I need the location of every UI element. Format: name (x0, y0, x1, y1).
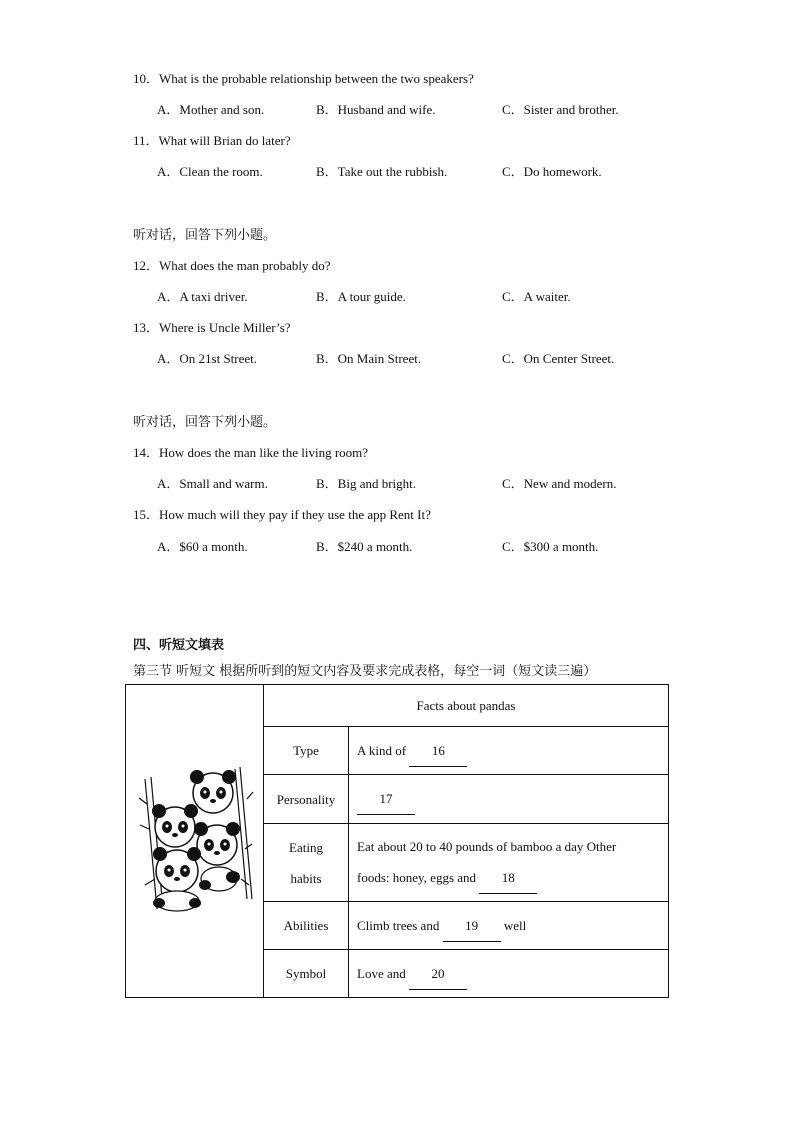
option-b: B．A tour guide. (316, 289, 406, 304)
option-a: A．Mother and son. (157, 102, 265, 117)
option-b: B．Husband and wife. (316, 102, 436, 117)
question-text: What will Brian do later? (158, 133, 291, 148)
section-subtitle: 第三节 听短文 根据所听到的短文内容及要求完成表格，每空一词（短文读三遍） (133, 664, 597, 679)
question-14 (133, 442, 368, 461)
option-a: A．$60 a month. (157, 539, 248, 554)
option-b: B．Take out the rubbish. (316, 164, 448, 179)
option-a: A．Small and warm. (157, 476, 268, 491)
row-value: Love and 20 (349, 950, 669, 998)
row-label: Symbol (264, 950, 349, 998)
option-b: B．On Main Street. (316, 351, 422, 366)
row-value (349, 775, 669, 824)
question-15 (133, 504, 431, 523)
option-c: C．Do homework. (502, 164, 602, 179)
option-a: A．A taxi driver. (157, 289, 248, 304)
section-title: 四、听短文填表 (133, 638, 225, 653)
question-number: 14． (133, 445, 160, 460)
row-label: Type (264, 727, 349, 775)
row-label: Abilities (264, 902, 349, 950)
listen-instruction: 听对话，回答下列小题。 (133, 228, 277, 243)
question-13 (133, 317, 291, 336)
table-header: Facts about pandas (264, 685, 669, 727)
question-text: What is the probable relationship between the two speakers? (159, 71, 474, 86)
answer-blank-17[interactable]: 17 (357, 783, 415, 815)
option-c: C．New and modern. (502, 476, 617, 491)
pandas-facts-table (125, 684, 669, 998)
panda-icon (135, 759, 255, 919)
row-label: Eating habits (264, 824, 349, 902)
option-b: B．Big and bright. (316, 476, 417, 491)
answer-blank-16[interactable]: 16 (409, 735, 467, 767)
row-label: Personality (264, 775, 349, 824)
question-number: 13． (133, 320, 160, 335)
question-text: What does the man probably do? (159, 258, 331, 273)
question-text: How does the man like the living room? (159, 445, 369, 460)
option-b: B．$240 a month. (316, 539, 413, 554)
option-c: C．$300 a month. (502, 539, 599, 554)
option-c: C．On Center Street. (502, 351, 615, 366)
question-number: 12． (133, 258, 160, 273)
panda-illustration (126, 685, 264, 998)
option-c: C．A waiter. (502, 289, 571, 304)
question-number: 10． (133, 71, 160, 86)
question-11 (133, 130, 291, 149)
answer-blank-19[interactable]: 19 (443, 910, 501, 942)
question-text: Where is Uncle Miller’s? (159, 320, 291, 335)
row-value: Eat about 20 to 40 pounds of bamboo a day Other foods: honey, eggs and 18 (349, 824, 669, 902)
panda-top (190, 770, 236, 813)
question-text: How much will they pay if they use the app Rent It? (159, 507, 431, 522)
question-number: 11． (133, 133, 159, 148)
row-value: Climb trees and 19 well (349, 902, 669, 950)
answer-blank-18[interactable]: 18 (479, 862, 537, 894)
option-a: A．Clean the room. (157, 164, 263, 179)
listen-instruction: 听对话，回答下列小题。 (133, 415, 277, 430)
answer-blank-20[interactable]: 20 (409, 958, 467, 990)
question-12 (133, 255, 331, 274)
option-a: A．On 21st Street. (157, 351, 258, 366)
row-value: A kind of 16 (349, 727, 669, 775)
question-10 (133, 68, 474, 87)
option-c: C．Sister and brother. (502, 102, 619, 117)
question-number: 15． (133, 507, 160, 522)
